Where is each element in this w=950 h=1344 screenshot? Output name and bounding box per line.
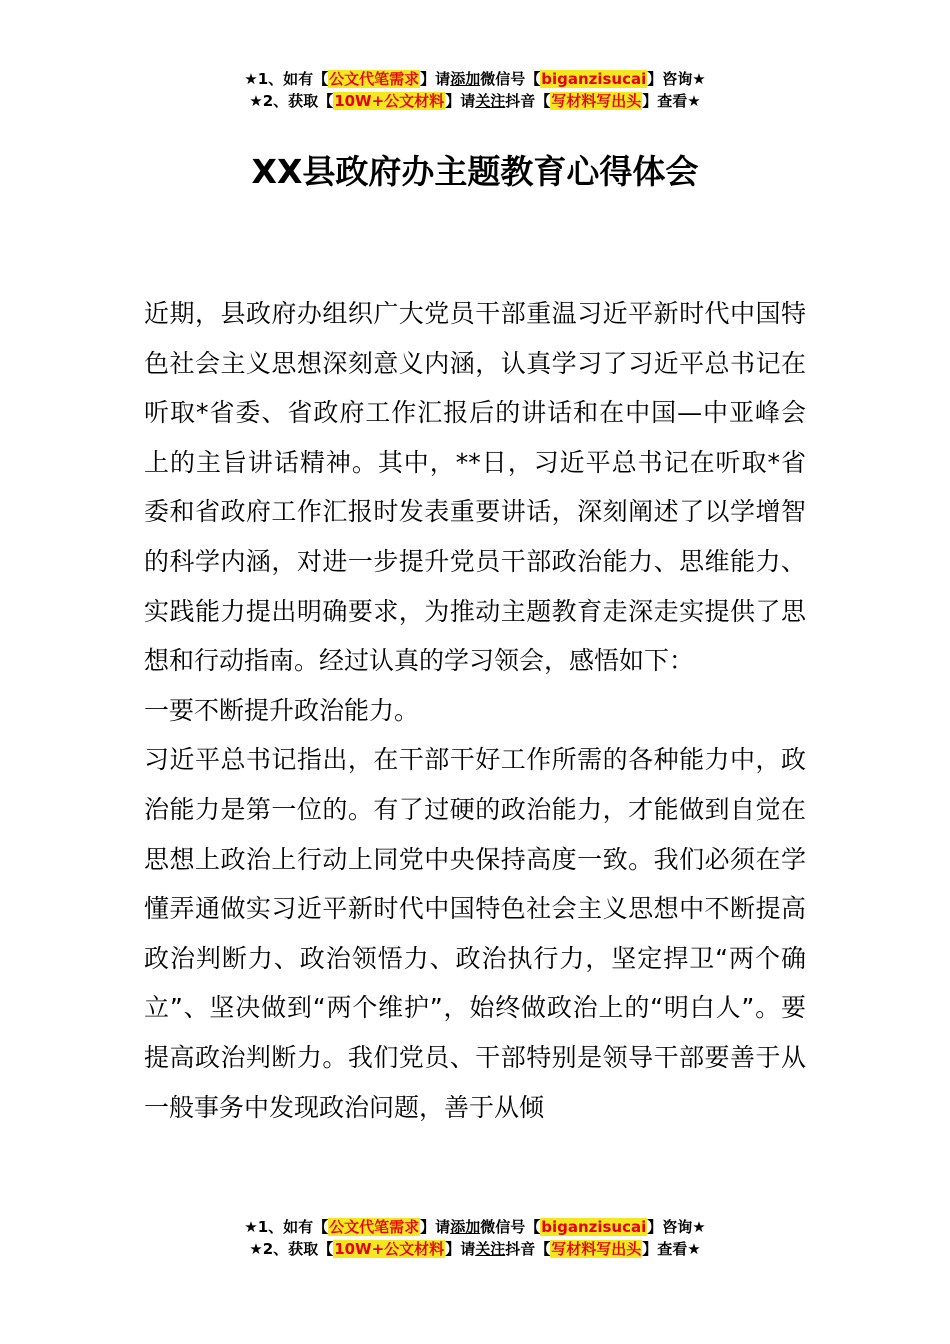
promo-text: 微信号【 [480,70,541,88]
promo-text: 】请 [445,1240,476,1258]
body-heading-1: 一要不断提升政治能力。 [144,695,420,725]
promo-text: 】请 [420,70,451,88]
document-body [144,289,806,1132]
promo-highlight: biganzisucai [541,70,647,88]
promo-text: 抖音【 [505,92,551,110]
promo-banner-bottom [0,1216,950,1260]
promo-text: 】请 [445,92,476,110]
promo-text: 抖音【 [505,1240,551,1258]
promo-line-1 [0,1216,950,1238]
promo-underline: 关注 [475,1240,506,1258]
promo-underline: 添加 [450,1218,481,1236]
promo-text: 微信号【 [480,1218,541,1236]
promo-underline: 添加 [450,70,481,88]
promo-highlight: 写材料写出头 [551,1240,642,1258]
promo-text: ★2、获取【 [249,1240,334,1258]
promo-text: 】咨询★ [647,1218,706,1236]
promo-text: ★1、如有【 [244,70,329,88]
promo-underline: 关注 [475,92,506,110]
promo-text: 】咨询★ [647,70,706,88]
promo-highlight: 写材料写出头 [551,92,642,110]
promo-line-2 [0,90,950,112]
promo-text: ★2、获取【 [249,92,334,110]
promo-text: 】查看★ [642,1240,701,1258]
promo-highlight: 10W+公文材料 [334,1240,445,1258]
promo-text: ★1、如有【 [244,1218,329,1236]
body-paragraph-1: 习近平总书记指出，在干部干好工作所需的各种能力中，政治能力是第一位的。有了过硬的政治能力，才能做到自觉在思想上政治上行动上同党中央保持高度一致。我们必须在学懂弄通做实习近平新时代中国特色社会主义思想中不断提高政治判断力、政治领悟力、政治执行力，坚定捍卫“两个确立”、坚决做到“两个维护”，始终做政治上的“明白人”。要提高政治判断力。我们党员、干部特别是领导干部要善于从一般事务中发现政治问题，善于从倾 [144,745,806,1122]
promo-text: 】查看★ [642,92,701,110]
promo-highlight: 公文代笔需求 [329,1218,420,1236]
promo-highlight: biganzisucai [541,1218,647,1236]
document-title: XX县政府办主题教育心得体会 [251,152,699,191]
promo-banner-top [0,68,950,112]
promo-highlight: 10W+公文材料 [334,92,445,110]
body-paragraph-intro: 近期，县政府办组织广大党员干部重温习近平新时代中国特色社会主义思想深刻意义内涵，认真学习了习近平总书记在听取*省委、省政府工作汇报后的讲话和在中国—中亚峰会上的主旨讲话精神。其中，**日，习近平总书记在听取*省委和省政府工作汇报时发表重要讲话，深刻阐述了以学增智的科学内涵，对进一步提升党员干部政治能力、思维能力、实践能力提出明确要求，为推动主题教育走深走实提供了思想和行动指南。经过认真的学习领会，感悟如下： [144,299,806,676]
promo-text: 】请 [420,1218,451,1236]
promo-line-2 [0,1238,950,1260]
promo-line-1 [0,68,950,90]
promo-highlight: 公文代笔需求 [329,70,420,88]
